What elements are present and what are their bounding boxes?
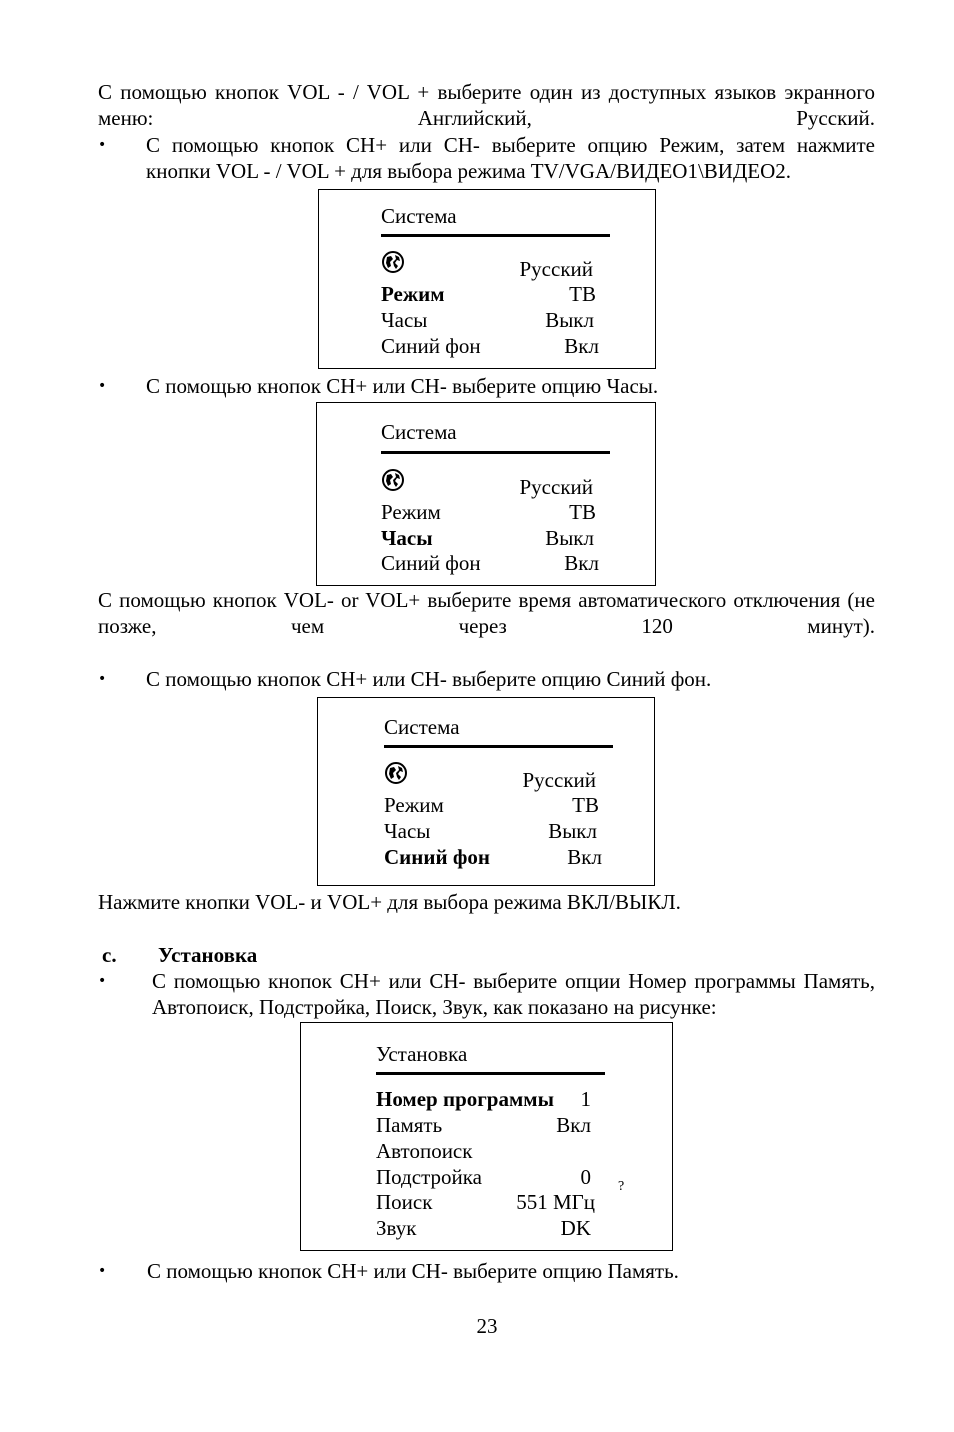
menu-row-mode xyxy=(384,792,599,818)
bullet-text: С помощью кнопок CH+ или CH- выберите опцию Часы. xyxy=(146,374,659,398)
menu-title: Установка xyxy=(376,1042,468,1066)
bullet-dot: • xyxy=(98,671,107,687)
clock-value: Выкл xyxy=(548,819,597,843)
bluebg-value: Вкл xyxy=(564,551,599,575)
language-value: Русский xyxy=(519,475,593,499)
bullet-text: С помощью кнопок CH+ или CH- выберите опцию Синий фон. xyxy=(146,667,712,691)
section-title: Установка xyxy=(158,943,258,967)
mode-label: Режим xyxy=(381,282,445,306)
paragraph-text: С помощью кнопок VOL - / VOL + выберите один из доступных языков экранного меню: Английский, Русский. xyxy=(98,80,875,130)
menu-row-mode xyxy=(381,281,596,307)
globe-icon xyxy=(381,468,405,492)
paragraph-text: С помощью кнопок VOL- or VOL+ выберите время автоматического отключения (не позже, чем через 120 минут). xyxy=(98,588,875,638)
paragraph-onoff xyxy=(98,889,875,915)
bullet-dot: • xyxy=(98,973,107,989)
globe-icon xyxy=(384,761,408,785)
menu-row-bluebg xyxy=(384,844,602,870)
language-value: Русский xyxy=(519,257,593,281)
menu-row-clock xyxy=(381,525,594,551)
bullet-text: С помощью кнопок CH+ или CH- выберите опции Номер программы Память, Автопоиск, Подстройка, Поиск, Звук, как показано на рисунке: xyxy=(152,969,875,1019)
language-value: Русский xyxy=(522,768,596,792)
section-heading xyxy=(102,942,402,968)
menu-title: Система xyxy=(381,204,457,228)
menu-row-bluebg xyxy=(381,333,599,359)
bluebg-value: Вкл xyxy=(564,334,599,358)
menu-title: Система xyxy=(381,420,457,444)
menu-title-underline xyxy=(381,451,610,454)
bullet-dot: • xyxy=(98,378,107,394)
bullet-mode xyxy=(98,132,875,184)
menu-row-bluebg xyxy=(381,550,599,576)
menu-row-language xyxy=(381,474,593,500)
clock-value: Выкл xyxy=(545,308,594,332)
sound-value: DK xyxy=(560,1216,591,1240)
menu-row-mode xyxy=(381,499,596,525)
bullet-memory xyxy=(98,1258,875,1284)
menu-row-clock xyxy=(381,307,594,333)
menu-row-language xyxy=(381,256,593,282)
mode-value: ТВ xyxy=(569,282,596,306)
bluebg-label: Синий фон xyxy=(381,551,481,575)
menu-row-sound xyxy=(376,1215,591,1241)
clock-label: Часы xyxy=(384,819,431,843)
menu-title: Система xyxy=(384,715,460,739)
menu-row-clock xyxy=(384,818,597,844)
system-menu-bluebg xyxy=(317,697,655,886)
paragraph-text: Нажмите кнопки VOL- и VOL+ для выбора режима ВКЛ/ВЫКЛ. xyxy=(98,890,681,914)
menu-title-underline xyxy=(376,1072,605,1075)
page-number: 23 xyxy=(476,1314,498,1338)
menu-title-underline xyxy=(384,745,613,748)
system-menu-clock xyxy=(316,402,656,586)
bluebg-label: Синий фон xyxy=(381,334,481,358)
search-label: Поиск xyxy=(376,1190,433,1214)
paragraph-language xyxy=(98,79,875,131)
program-number-label: Номер программы xyxy=(376,1087,554,1111)
mode-label: Режим xyxy=(381,500,441,524)
menu-row-autosearch xyxy=(376,1138,591,1164)
menu-row-program-number xyxy=(376,1086,591,1112)
bullet-bluebg xyxy=(98,666,875,692)
section-letter: c. xyxy=(102,943,117,967)
autosearch-label: Автопоиск xyxy=(376,1139,473,1163)
memory-label: Память xyxy=(376,1113,443,1137)
search-value: 551 МГц xyxy=(516,1190,595,1214)
finetune-value: 0 xyxy=(580,1165,591,1189)
bullet-clock xyxy=(98,373,875,399)
bullet-dot: • xyxy=(98,1263,107,1279)
bullet-text: С помощью кнопок CH+ или CH- выберите опцию Память. xyxy=(147,1259,679,1283)
clock-label: Часы xyxy=(381,526,433,550)
menu-row-memory xyxy=(376,1112,591,1138)
finetune-label: Подстройка xyxy=(376,1165,482,1189)
menu-row-language xyxy=(384,767,596,793)
bullet-setup xyxy=(98,968,875,1020)
mode-value: ТВ xyxy=(572,793,599,817)
mode-value: ТВ xyxy=(569,500,596,524)
globe-icon xyxy=(381,250,405,274)
menu-row-search xyxy=(376,1189,595,1215)
menu-row-finetune xyxy=(376,1164,591,1190)
system-menu-mode xyxy=(318,189,656,369)
paragraph-timer xyxy=(98,587,875,639)
setup-menu xyxy=(300,1022,673,1251)
mode-label: Режим xyxy=(384,793,444,817)
program-number-value: 1 xyxy=(580,1087,591,1111)
side-marker: ? xyxy=(618,1179,625,1194)
bullet-dot: • xyxy=(98,137,107,153)
bullet-text: С помощью кнопок CH+ или CH- выберите опцию Режим, затем нажмите кнопки VOL - / VOL + для выбора режима TV/VGA/ВИДЕО1\ВИДЕО2. xyxy=(146,133,875,183)
bluebg-label: Синий фон xyxy=(384,845,490,869)
clock-label: Часы xyxy=(381,308,428,332)
bluebg-value: Вкл xyxy=(567,845,602,869)
menu-title-underline xyxy=(381,234,610,237)
clock-value: Выкл xyxy=(545,526,594,550)
sound-label: Звук xyxy=(376,1216,417,1240)
memory-value: Вкл xyxy=(556,1113,591,1137)
